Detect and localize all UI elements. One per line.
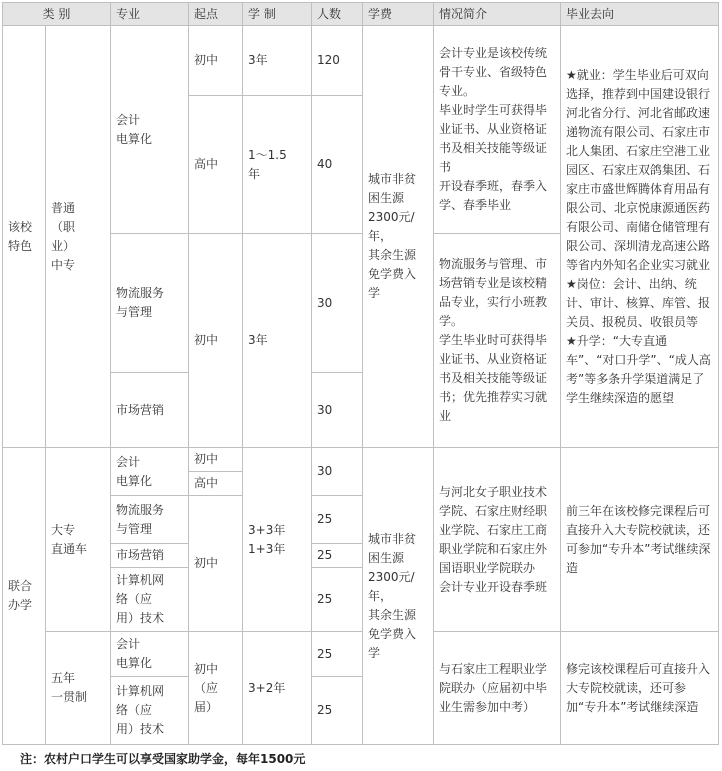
intro-cell: 物流服务与管理、市场营销专业是该校精品专业，实行小班教学。 学生毕业时可获得毕业证书、从业资格证书及相关技能等级证书；优先推荐实习就业 <box>434 234 561 448</box>
header-start: 起点 <box>189 3 243 26</box>
destination-cell: 前三年在该校修完课程后可直接升入大专院校就读，还可参加“专升本”考试继续深造 <box>561 448 719 632</box>
duration-cell: 3+3年 1+3年 <box>243 448 312 632</box>
start-cell: 初中 <box>189 234 243 448</box>
header-major: 专业 <box>111 3 189 26</box>
major-cell: 物流服务 与管理 <box>111 496 189 544</box>
header-intro: 情况简介 <box>434 3 561 26</box>
sub-category: 五年 一贯制 <box>46 632 111 745</box>
section-label: 该校 特色 <box>3 26 46 448</box>
duration-cell: 1～1.5 年 <box>243 96 312 234</box>
sub-category: 普通 （职 业） 中专 <box>46 26 111 448</box>
duration-cell: 3+2年 <box>243 632 312 745</box>
intro-cell: 与石家庄工程职业学院联办（应届初中毕业生需参加中考） <box>434 632 561 745</box>
major-cell: 计算机网 络（应 用）技术 <box>111 677 189 745</box>
intro-cell: 会计专业是该校传统骨干专业、省级特色专业。 毕业时学生可获得毕业证书、从业资格证书及相关技能等级证书 开设春季班，春季入学、春季毕业 <box>434 26 561 234</box>
header-destination: 毕业去向 <box>561 3 719 26</box>
table-row <box>3 26 719 96</box>
start-cell: 初中 <box>189 496 243 632</box>
table-row <box>3 448 719 472</box>
start-cell: 高中 <box>189 96 243 234</box>
count-cell: 40 <box>312 96 363 234</box>
count-cell: 30 <box>312 373 363 448</box>
intro-cell: 与河北女子职业技术学院、石家庄财经职业学院、石家庄工商职业学院和石家庄外国语职业学院联办 会计专业开设春季班 <box>434 448 561 632</box>
major-cell: 会计 电算化 <box>111 632 189 677</box>
count-cell: 30 <box>312 234 363 373</box>
major-cell: 市场营销 <box>111 544 189 568</box>
duration-cell: 3年 <box>243 26 312 96</box>
start-cell: 初中 （应 届） <box>189 632 243 745</box>
major-cell: 会计 电算化 <box>111 26 189 234</box>
major-cell: 市场营销 <box>111 373 189 448</box>
sub-category: 大专 直通车 <box>46 448 111 632</box>
count-cell: 120 <box>312 26 363 96</box>
duration-cell: 3年 <box>243 234 312 448</box>
section-label: 联合 办学 <box>3 448 46 745</box>
count-cell: 25 <box>312 568 363 632</box>
count-cell: 25 <box>312 544 363 568</box>
footnote: 注：农村户口学生可以享受国家助学金，每年1500元 <box>20 752 306 766</box>
table-row <box>3 632 719 677</box>
count-cell: 25 <box>312 496 363 544</box>
destination-cell: ★就业：学生毕业后可双向选择，推荐到中国建设银行河北省分行、河北省邮政速递物流有限公司、石家庄市北人集团、石家庄空港工业园区、石家庄双鸽集团、石家庄市盛世辉腾体育用品有限公司、北京悦康源通医药有限公司、南储仓储管理有限公司、深圳清龙高速公路等省内外知名企业实习就业 ★岗位：会计、出纳、统计、审计、核算、库管、报关员、报税员、收银员等 ★升学：“大专直通车”、“对口升学”、“成人高考”等多条升学渠道满足了学生继续深造的愿望 <box>561 26 719 448</box>
count-cell: 25 <box>312 632 363 677</box>
header-count: 人数 <box>312 3 363 26</box>
major-cell: 会计 电算化 <box>111 448 189 496</box>
fee-cell: 城市非贫 困生源 2300元/ 年， 其余生源 免学费入 学 <box>363 26 434 448</box>
header-duration: 学 制 <box>243 3 312 26</box>
header-fee: 学费 <box>363 3 434 26</box>
destination-cell: 修完该校课程后可直接升入大专院校就读，还可参加“专升本”考试继续深造 <box>561 632 719 745</box>
start-cell: 高中 <box>189 472 243 496</box>
start-cell: 初中 <box>189 448 243 472</box>
count-cell: 30 <box>312 448 363 496</box>
start-cell: 初中 <box>189 26 243 96</box>
major-cell: 计算机网 络（应 用）技术 <box>111 568 189 632</box>
major-cell: 物流服务 与管理 <box>111 234 189 373</box>
fee-cell: 城市非贫 困生源 2300元/ 年， 其余生源 免学费入 学 <box>363 448 434 745</box>
header-row <box>3 3 719 26</box>
count-cell: 25 <box>312 677 363 745</box>
header-category: 类 别 <box>3 3 111 26</box>
enrollment-table <box>2 2 719 745</box>
